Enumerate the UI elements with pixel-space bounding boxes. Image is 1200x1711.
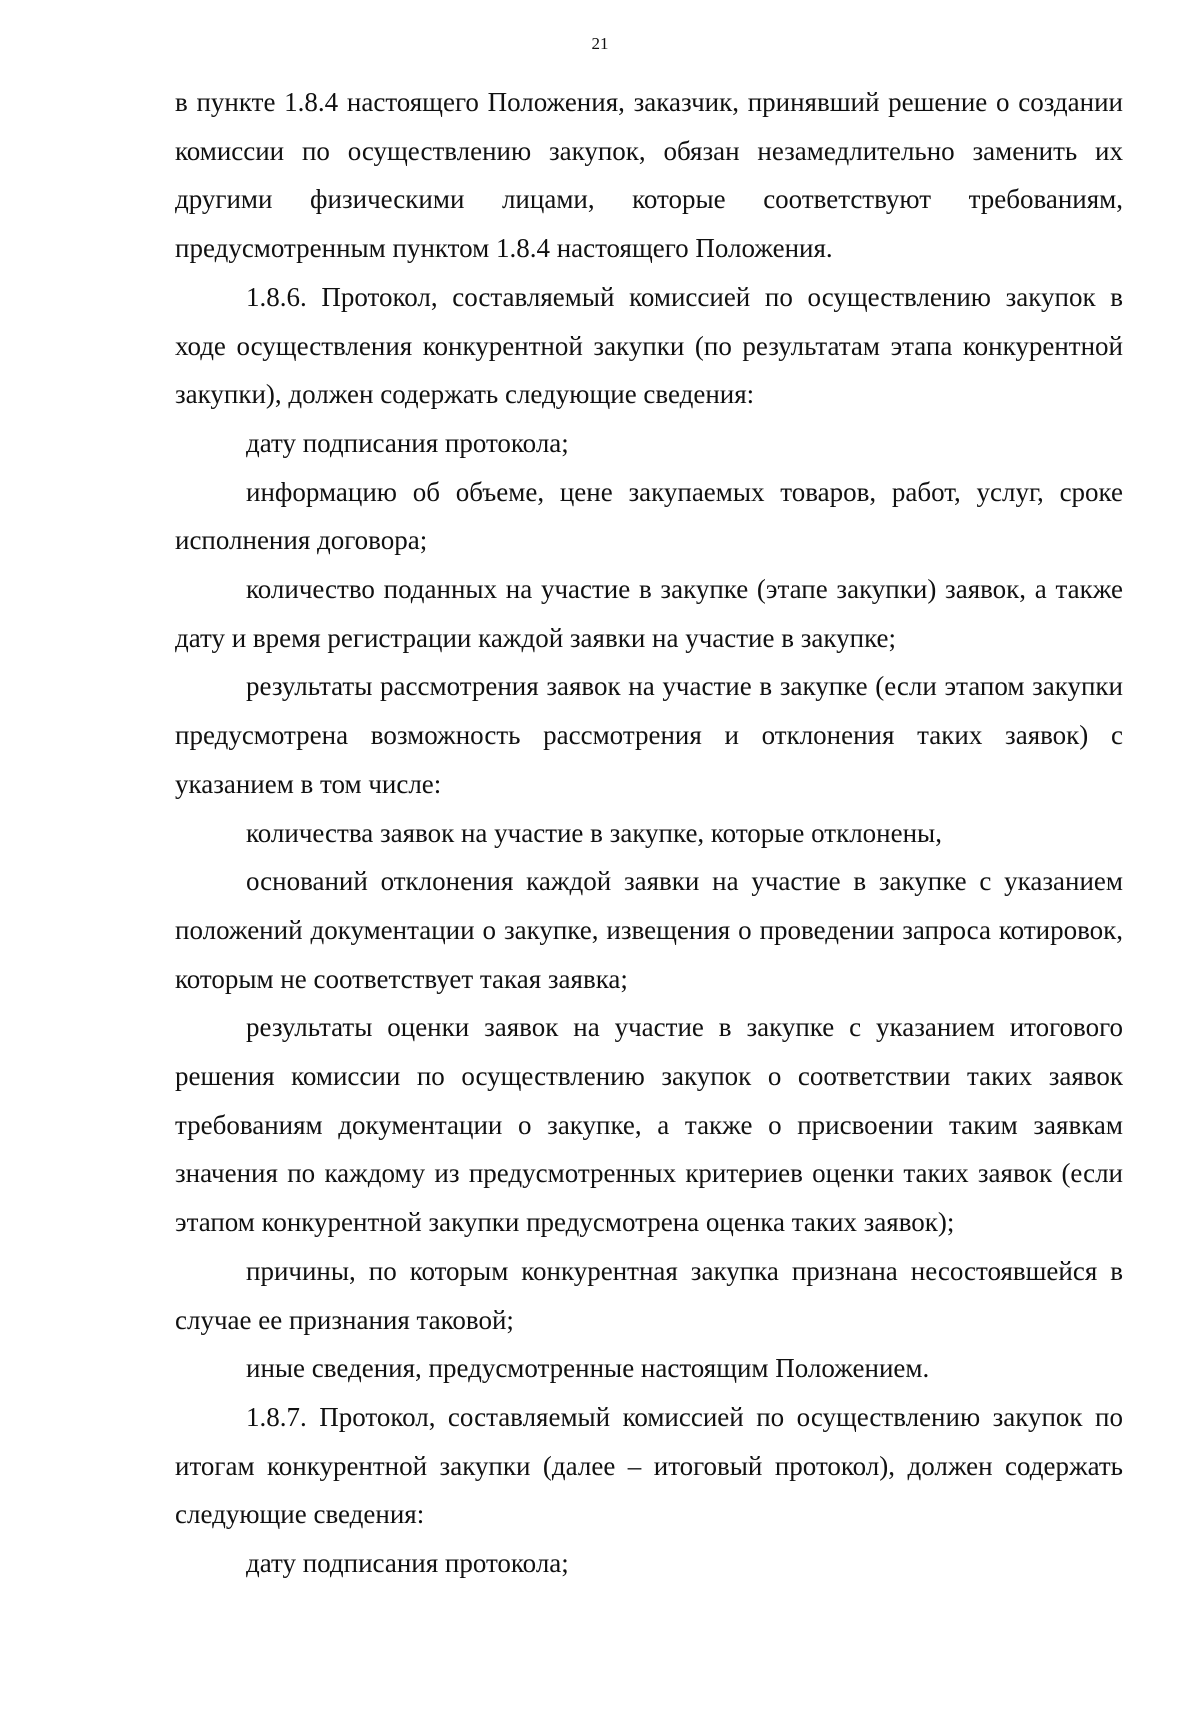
paragraph-bid-count: количество поданных на участие в закупке (этапе закупки) заявок, а также дату и время регистрации каждой заявки на участие в закупке; [175, 574, 1123, 653]
paragraph-other-info: иные сведения, предусмотренные настоящим Положением. [246, 1353, 930, 1384]
paragraph-rejected-count: количества заявок на участие в закупке, которые отклонены, [246, 817, 942, 848]
paragraph-signing-date-final: дату подписания протокола; [246, 1548, 569, 1579]
paragraph-review-results: результаты рассмотрения заявок на участие в закупке (если этапом закупки предусмотрена возможность рассмотрения и отклонения таких заявок) с указанием в том числе: [175, 671, 1123, 799]
page-number: 21 [591, 34, 609, 53]
paragraph-failure-reasons: причины, по которым конкурентная закупка признана несостоявшейся в случае ее признания таковой; [175, 1255, 1123, 1335]
paragraph-rejection-grounds: оснований отклонения каждой заявки на участие в закупке с указанием положений документации о закупке, извещения о проведении запроса котировок, которым не соответствует такая заявка; [175, 866, 1123, 994]
document-body [175, 78, 1123, 1588]
paragraph-signing-date: дату подписания протокола; [246, 427, 569, 458]
paragraph-evaluation-results: результаты оценки заявок на участие в закупке с указанием итогового решения комиссии по осуществлению закупок о соответствии таких заявок требованиям документации о закупке, а также о присвоении таким заявкам значения по каждому из предусмотренных критериев оценки таких заявок (если этапом конкурентной закупки предусмотрена оценка таких заявок); [175, 1012, 1123, 1238]
paragraph-continuation: в пункте 1.8.4 настоящего Положения, заказчик, принявший решение о создании комиссии по осуществлению закупок, обязан незамедлительно заменить их другими физическими лицами, которые соответствуют требованиям, предусмотренным пунктом 1.8.4 настоящего Положения. [175, 87, 1123, 264]
paragraph-volume-price-info: информацию об объеме, цене закупаемых товаров, работ, услуг, сроке исполнения договора; [175, 476, 1123, 556]
paragraph-clause-1-8-7: 1.8.7. Протокол, составляемый комиссией по осуществлению закупок по итогам конкурентной закупки (далее – итоговый протокол), должен содержать следующие сведения: [175, 1401, 1123, 1530]
paragraph-clause-1-8-6: 1.8.6. Протокол, составляемый комиссией по осуществлению закупок в ходе осуществления конкурентной закупки (по результатам этапа конкурентной закупки), должен содержать следующие сведения: [175, 281, 1123, 410]
